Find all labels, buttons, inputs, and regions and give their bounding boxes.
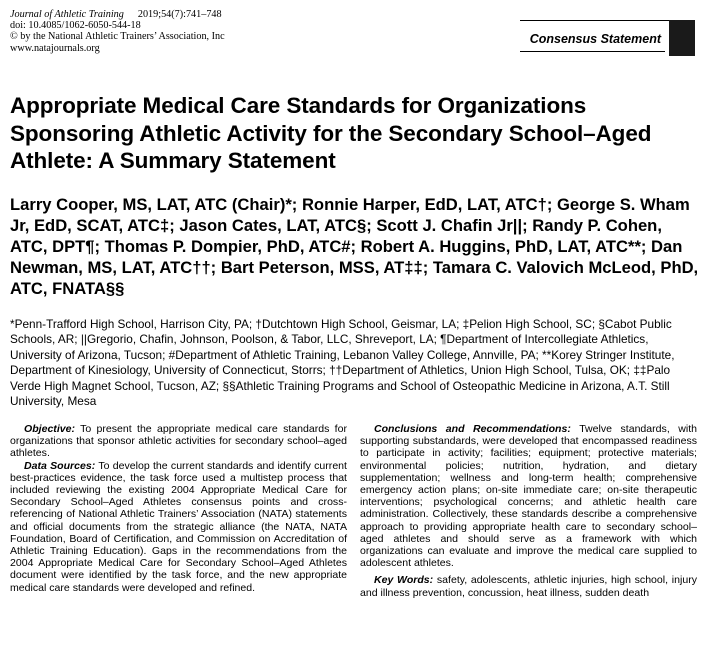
objective-label: Objective: [24,423,75,435]
journal-name: Journal of Athletic Training [10,9,124,20]
journal-website: www.natajournals.org [10,42,100,54]
affiliations: *Penn-Trafford High School, Harrison City, PA; †Dutchtown High School, Geismar, LA; ‡Pelion High School, SC; §Cabot Public Schools, AR; ||Gregorio, Chafin, Johnson, Poolson, & Tabor, LLC, Shreveport, LA; ¶Department of Intercollegiate Athletics, University of Arizona, Tucson; #Department of Athletic Training, Lebanon Valley College, Annville, PA; **Korey Stringer Institute, Department of Kinesiology, University of Connecticut, Storrs; ††Department of Athletics, Union High School, Tulsa, OK; ‡‡Palo Verde High Magnet School, Tucson, AZ; §§Athletic Training Programs and School of Osteopathic Medicine in Arizona, A.T. Still University, Mesa [10,317,675,409]
doi: doi: 10.4085/1062-6050-544-18 [10,20,141,32]
article-title: Appropriate Medical Care Standards for Organizations Sponsoring Athletic Activity for the Secondary School–Aged Athlete: A Summary Statement [10,93,652,173]
objective-paragraph [10,423,347,460]
journal-info [10,9,410,54]
journal-citation: 2019;54(7):741–748 [137,9,222,20]
abstract-left-column [10,423,347,594]
objective-text: To present the appropriate medical care standards for organizations that sponsor athletic activities for secondary school–aged athletes. [10,423,347,460]
data-sources-label: Data Sources: [24,459,96,472]
data-sources-paragraph [10,460,347,594]
conclusions-paragraph [360,423,697,569]
article-type-label: Consensus Statement [529,32,661,46]
journal-line [10,9,410,20]
author-list: Larry Cooper, MS, LAT, ATC (Chair)*; Ronnie Harper, EdD, LAT, ATC†; George S. Wham Jr, EdD, SCAT, ATC‡; Jason Cates, LAT, ATC§; Scott J. Chafin Jr||; Randy P. Cohen, ATC, DPT¶; Thomas P. Dompier, PhD, ATC#; Robert A. Huggins, PhD, LAT, ATC**; Dan Newman, MS, LAT, ATC††; Bart Peterson, MSS, AT‡‡; Tamara C. Valovich McLeod, PhD, ATC, FNATA§§ [10,195,699,299]
banner-block [669,20,695,56]
conclusions-label: Conclusions and Recommendations: [374,423,571,435]
copyright: © by the National Athletic Trainers’ Association, Inc [10,31,225,43]
conclusions-text: Twelve standards, with supporting substandards, were developed that encompassed readiness to participate in activity; facilities; equipment; protective materials; environmental policies; nutrition, hydration, and dietary supplementation; wellness and long-term health; comprehensive emergency action plans; on-site immediate care; on-site therapeutic interventions; psychological concerns; and athletic health care administration. Collectively, these standards describe a comprehensive approach to providing appropriate health care to secondary school–aged athletes and should serve as a framework with which organizations can evaluate and improve the medical care supplied to adolescent athletes. [360,423,697,570]
data-sources-text: To develop the current standards and identify current best-practices evidence, the task force used a multistep process that included reviewing the existing 2004 Appropriate Medical Care for Secondary School–Aged Athletes consensus points and cross-referencing of National Athletic Trainers’ Association (NATA) statements and official documents from the strategic alliance (the NATA, NATA Foundation, Board of Certification, and Commission on Accreditation of Athletic Training Education). Gaps in the recommendations from the 2004 Appropriate Medical Care for Secondary School–Aged Athletes document were identified by the task force, and the new appropriate medical care standards were developed and refined. [10,459,347,594]
abstract-right-column [360,423,697,599]
keywords-text: safety, adolescents, athletic injuries, high school, injury and illness prevention, concussion, heat illness, sudden death [360,574,697,599]
keywords-paragraph [360,574,697,598]
banner-bottom-rule [520,51,665,52]
keywords-label: Key Words: [374,574,434,587]
